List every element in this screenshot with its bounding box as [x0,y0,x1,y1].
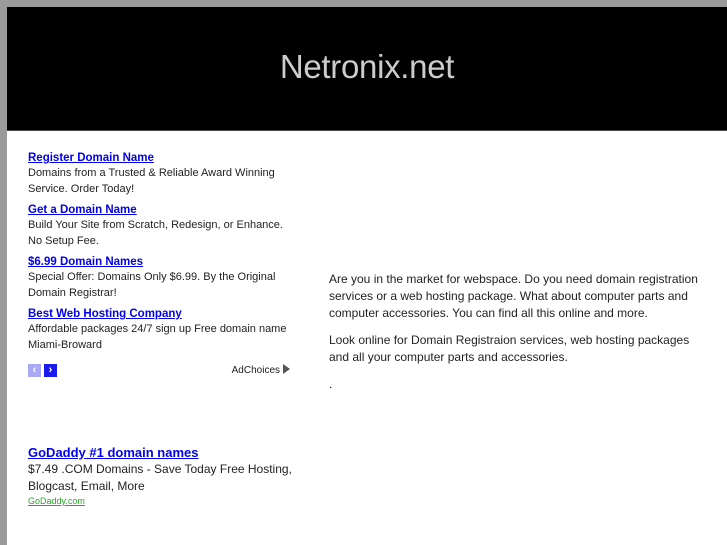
page [7,7,727,545]
ad-title-link[interactable]: Get a Domain Name [28,204,137,216]
ad-next-button[interactable] [44,364,57,377]
featured-ad [28,444,328,508]
content-paragraph: Look online for Domain Registraion services, web hosting packages and all your computer parts and accessories. [329,333,690,364]
site-title: Netronix.net [279,48,455,85]
content-paragraph: Are you in the market for webspace. Do you need domain registration services or a web hosting package. What about computer parts and computer accessories. You can find all this online and more. [329,272,698,320]
adchoices-icon [283,364,290,374]
ad-title-link[interactable]: $6.99 Domain Names [28,256,144,268]
adchoices-label: AdChoices [231,365,280,376]
featured-ad-url-link[interactable]: GoDaddy.com [28,496,85,506]
ad-item [28,150,290,202]
ad-item [28,202,290,254]
featured-ad-description: $7.49 .COM Domains - Save Today Free Hosting, Blogcast, Email, More [28,462,292,493]
ad-unit [28,150,290,358]
site-header [7,7,727,131]
ad-item [28,306,290,358]
ad-navigation [28,364,290,379]
chevron-left-icon: ‹ [32,364,37,376]
ad-description: Special Offer: Domains Only $6.99. By the Original Domain Registrar! [28,271,276,299]
ad-title-link[interactable]: Register Domain Name [28,152,154,164]
adchoices-link[interactable] [232,364,290,378]
ad-title-link[interactable]: Best Web Hosting Company [28,308,182,320]
ad-prev-button[interactable] [28,364,41,377]
ad-description: Affordable packages 24/7 sign up Free domain name Miami-Broward [28,323,287,351]
ad-item [28,254,290,306]
chevron-right-icon: › [48,364,53,376]
ad-description: Build Your Site from Scratch, Redesign, or Enhance. No Setup Fee. [28,219,283,247]
ad-description: Domains from a Trusted & Reliable Award Winning Service. Order Today! [28,167,275,195]
content-paragraph: . [329,377,333,391]
featured-ad-title-link[interactable]: GoDaddy #1 domain names [28,445,199,460]
main-content [329,271,699,403]
